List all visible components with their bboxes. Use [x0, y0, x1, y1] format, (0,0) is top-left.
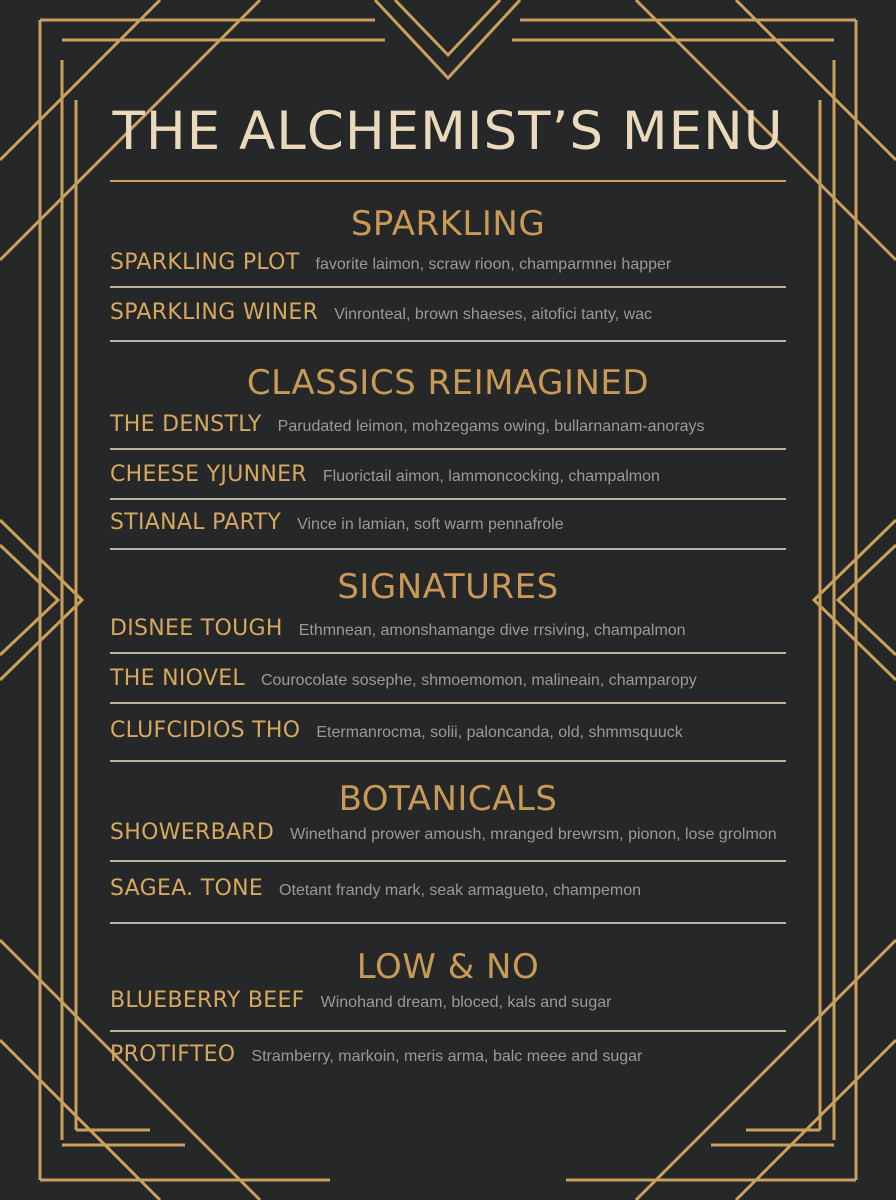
item-description: Winohand dream, bloced, kals and sugar — [320, 994, 612, 1011]
item-description: Etermanrocma, solii, paloncanda, old, shmmsquuck — [316, 724, 683, 741]
title-divider — [110, 180, 786, 182]
item-name: CLUFCIDIOS THO — [110, 718, 301, 743]
item-name: SHOWERBARD — [110, 820, 275, 845]
menu-item — [110, 876, 786, 908]
menu-item — [110, 820, 786, 852]
section-title-classics-reimagined: CLASSICS REIMAGINED — [246, 363, 650, 403]
section-divider — [110, 548, 786, 550]
menu-item — [110, 616, 786, 648]
menu — [110, 88, 786, 1074]
item-description: Winethand prower amoush, mranged brewrsm, pionon, lose grolmon — [290, 826, 777, 843]
item-description: favorite laimon, scraw rioon, champarmneı happer — [315, 256, 672, 273]
section-divider — [110, 760, 786, 762]
item-description: Vinronteal, brown shaeses, aitofici tanty, wac — [334, 306, 653, 323]
menu-item — [110, 300, 786, 332]
item-description: Fluorictail aimon, lammoncocking, champalmon — [322, 468, 660, 485]
item-divider — [110, 448, 786, 450]
item-description: Otetant frandy mark, seak armagueto, champemon — [279, 882, 641, 899]
item-name: BLUEBERRY BEEF — [110, 988, 305, 1013]
menu-title: THE ALCHEMIST’S MENU — [112, 101, 784, 162]
section-divider — [110, 340, 786, 342]
item-divider — [110, 702, 786, 704]
section-title-sparkling: SPARKLING — [350, 204, 546, 244]
item-divider — [110, 498, 786, 500]
item-divider — [110, 286, 786, 288]
item-name: DISNEE TOUGH — [110, 616, 283, 641]
item-description: Stramberry, markoin, meris arma, balc meee and sugar — [251, 1048, 643, 1065]
menu-item — [110, 412, 786, 444]
item-divider — [110, 860, 786, 862]
menu-item — [110, 666, 786, 698]
item-description: Vince in lamian, soft warm pennafrole — [297, 516, 564, 533]
item-description: Parudated leimon, mohzegams owing, bullarnanam-anorays — [277, 418, 705, 435]
menu-item — [110, 988, 786, 1020]
section-title-signatures: SIGNATURES — [337, 567, 559, 607]
item-name: SPARKLING WINER — [110, 300, 319, 325]
menu-item — [110, 510, 786, 542]
section-divider — [110, 922, 786, 924]
item-name: PROTIFTEO — [110, 1042, 236, 1067]
menu-item — [110, 718, 786, 750]
section-title-low-and-no: LOW & NO — [356, 947, 540, 987]
section-title-botanicals: BOTANICALS — [338, 779, 558, 819]
item-name: CHEESE YJUNNER — [110, 462, 307, 487]
item-description: Courocolate sosephe, shmoemomon, malineain, champaropy — [260, 672, 697, 689]
menu-item — [110, 250, 786, 282]
item-name: STIANAL PARTY — [110, 510, 282, 535]
item-name: SPARKLING PLOT — [110, 250, 300, 275]
item-name: THE DENSTLY — [110, 412, 262, 437]
item-name: THE NIOVEL — [110, 666, 245, 691]
menu-item — [110, 462, 786, 494]
item-name: SAGEA. TONE — [110, 876, 264, 901]
item-divider — [110, 1030, 786, 1032]
menu-item — [110, 1042, 786, 1074]
item-description: Ethmnean, amonshamange dive rrsiving, champalmon — [298, 622, 686, 639]
item-divider — [110, 652, 786, 654]
